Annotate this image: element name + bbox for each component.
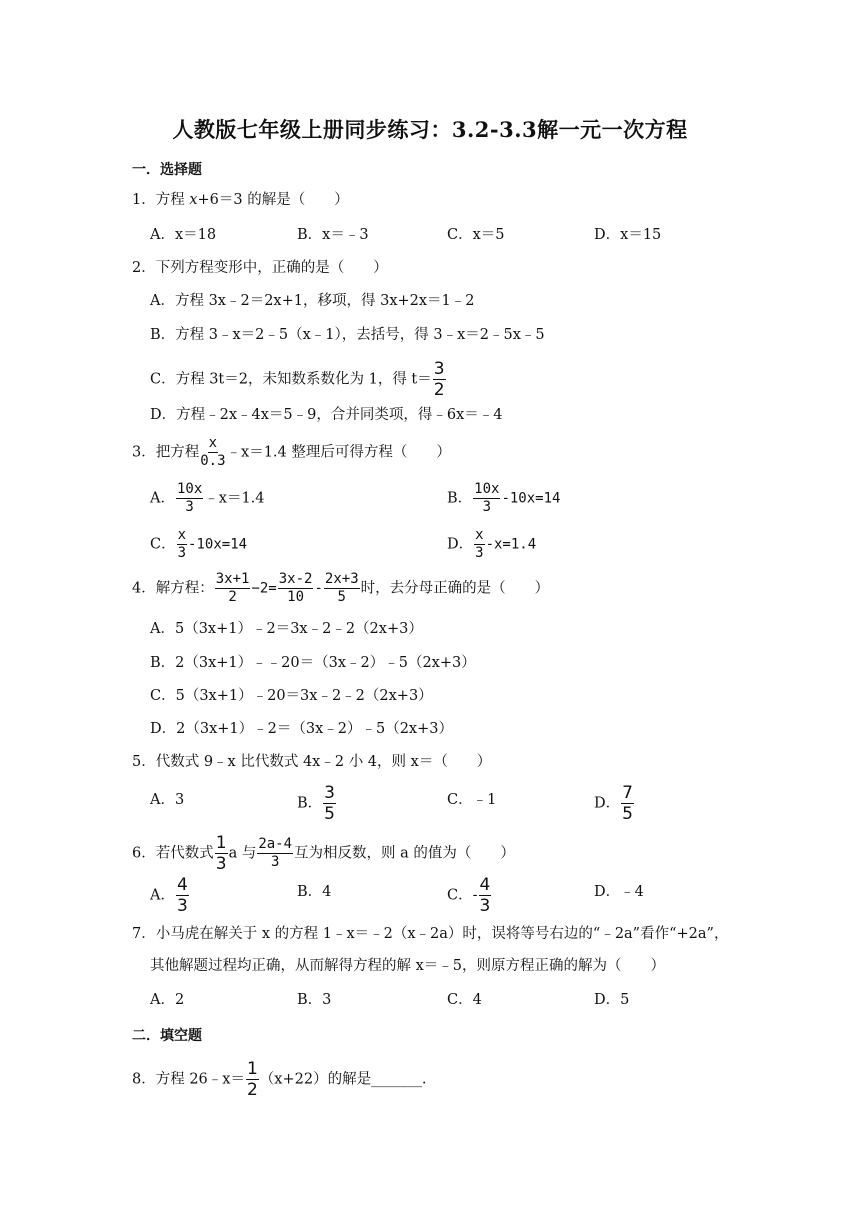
q5-option-b: B． $\frac{3}{5}$: [297, 783, 335, 824]
fraction: $\frac{10x}{3}$: [474, 481, 500, 515]
section-heading-choice: 一．选择题: [132, 162, 202, 178]
question-4: 4．解方程： $\frac{3x+1}{2}$ −2= $\frac{3x-2}{10}$ - $\frac{2x+3}{5}$ 时，去分母正确的是（ ）: [132, 571, 550, 605]
q1-stem-end: +6＝3 的解是（ ）: [197, 192, 349, 208]
q4-option-a: A．5（3x+1）﹣2＝3x﹣2﹣2（2x+3）: [150, 621, 423, 637]
q6-option-d: D．﹣4: [594, 884, 644, 900]
fraction: $\frac{10x}{3}$: [176, 481, 203, 515]
q3-option-a: A． $\frac{10x}{3}$ ﹣x＝1.4: [150, 481, 265, 515]
fraction: $\frac{7}{5}$: [622, 783, 633, 824]
fraction: $\frac{3x-2}{10}$: [278, 571, 313, 605]
q7-option-b: B．3: [297, 992, 332, 1008]
q5-option-d: D． $\frac{7}{5}$: [594, 783, 633, 824]
question-1: [132, 190, 349, 210]
question-2: 2．下列方程变形中，正确的是（ ）: [132, 260, 388, 276]
question-5: 5．代数式 9﹣x 比代数式 4x﹣2 小 4，则 x＝（ ）: [132, 754, 492, 770]
q1-option-d: D．x＝15: [594, 227, 662, 243]
fraction: $\frac{3x+1}{2}$: [215, 571, 250, 605]
q7-option-a: A．2: [150, 992, 185, 1008]
q1-option-a: A．x＝18: [150, 227, 217, 243]
question-7-line-2: 其他解题过程均正确，从而解得方程的解 x＝﹣5，则原方程正确的解为（ ）: [150, 958, 666, 974]
fraction: $\frac{x}{3}$: [177, 527, 187, 561]
question-3: 3．把方程 $\frac{x}{0.3}$ ﹣x＝1.4 整理后可得方程（ ）: [132, 435, 451, 469]
fraction: $\frac{1}{2}$: [246, 1059, 258, 1100]
q2-option-c: C．方程 3t＝2，未知数系数化为 1，得 t＝ $\frac{3}{2}$: [150, 359, 445, 400]
q3-option-d: D． $\frac{x}{3}$ -x=1.4: [447, 527, 537, 561]
q1-stem: 1．方程: [132, 192, 190, 208]
q2-option-b: B．方程 3﹣x＝2﹣5（x﹣1），去括号，得 3﹣x＝2﹣5x﹣5: [150, 327, 545, 343]
q6-option-c: C．- $\frac{4}{3}$: [447, 875, 491, 916]
fraction: $\frac{3}{5}$: [324, 783, 335, 824]
fraction: $\frac{4}{3}$: [176, 875, 188, 916]
answer-blank[interactable]: _______: [371, 1071, 422, 1088]
q1-option-b: B．x＝﹣3: [297, 227, 369, 243]
fraction: $\frac{2x+3}{5}$: [324, 571, 359, 605]
fraction: $\frac{2a-4}{3}$: [258, 836, 293, 870]
q7-option-d: D．5: [594, 992, 630, 1008]
q2-option-a: A．方程 3x﹣2＝2x+1，移项，得 3x+2x＝1﹣2: [150, 293, 475, 309]
q7-option-c: C．4: [447, 992, 482, 1008]
question-8: 8．方程 26﹣x＝ $\frac{1}{2}$ （x+22）的解是_______.: [132, 1059, 427, 1100]
q5-option-a: A．3: [150, 792, 185, 808]
q5-option-c: C．﹣1: [447, 792, 497, 808]
q3-option-c: C． $\frac{x}{3}$ -10x=14: [150, 527, 248, 561]
fraction: $\frac{3}{2}$: [433, 359, 445, 400]
fraction: $\frac{4}{3}$: [479, 875, 491, 916]
fraction: $\frac{1}{3}$: [215, 833, 227, 874]
q1-option-c: C．x＝5: [447, 227, 505, 243]
q4-option-b: B．2（3x+1）﹣﹣20＝（3x﹣2）﹣5（2x+3）: [150, 655, 476, 671]
q2-option-d: D．方程﹣2x﹣4x＝5﹣9，合并同类项，得﹣6x＝﹣4: [150, 407, 503, 423]
fraction: $\frac{x}{0.3}$: [200, 435, 226, 469]
question-7-line-1: 7．小马虎在解关于 x 的方程 1﹣x＝﹣2（x﹣2a）时，误将等号右边的“﹣2a”看作“+2a”，: [132, 926, 729, 942]
q3-option-b: B． $\frac{10x}{3}$ -10x=14: [447, 481, 561, 515]
q4-option-c: C．5（3x+1）﹣20＝3x﹣2﹣2（2x+3）: [150, 688, 433, 704]
q6-option-a: A． $\frac{4}{3}$: [150, 875, 188, 916]
fraction: $\frac{x}{3}$: [475, 527, 484, 561]
q6-option-b: B．4: [297, 884, 332, 900]
question-6: 6．若代数式 $\frac{1}{3}$ a 与 $\frac{2a-4}{3}$ 互为相反数，则 a 的值为（ ）: [132, 833, 515, 874]
page-title: 人教版七年级上册同步练习：3.2-3.3解一元一次方程: [172, 117, 688, 142]
section-heading-fill: 二．填空题: [132, 1028, 202, 1044]
q1-var: x: [189, 192, 198, 208]
q4-option-d: D．2（3x+1）﹣2＝（3x﹣2）﹣5（2x+3）: [150, 721, 453, 737]
